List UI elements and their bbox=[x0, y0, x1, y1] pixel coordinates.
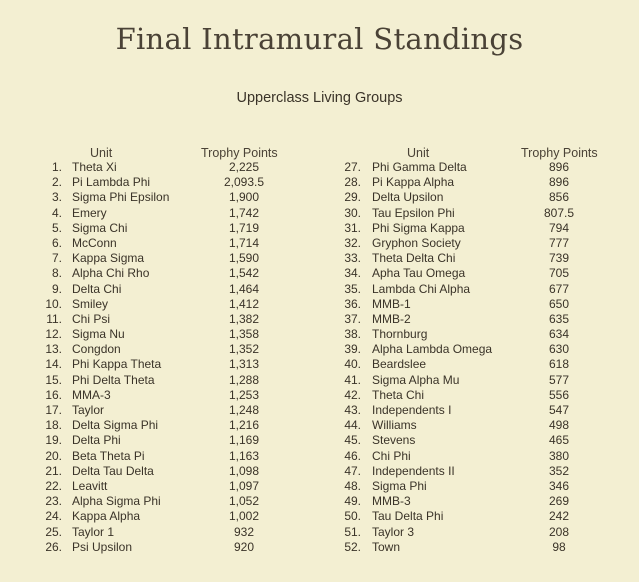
trophy-points: 1,382 bbox=[228, 311, 260, 326]
standings-row bbox=[335, 357, 625, 372]
column-header bbox=[36, 146, 306, 160]
unit-name: Williams bbox=[372, 418, 417, 433]
rank-number: 14. bbox=[45, 357, 62, 372]
standings-row bbox=[335, 525, 625, 540]
unit-name: Independents II bbox=[372, 463, 455, 478]
rank-number: 34. bbox=[344, 266, 361, 281]
rank-number: 8. bbox=[51, 266, 62, 281]
unit-name: Tau Epsilon Phi bbox=[372, 205, 455, 220]
rank-number: 11. bbox=[46, 311, 62, 326]
unit-name: Sigma Phi bbox=[372, 478, 427, 493]
standings-row bbox=[335, 540, 625, 555]
rank-number: 35. bbox=[344, 281, 361, 296]
rank-number: 52. bbox=[344, 539, 361, 554]
trophy-points: 1,248 bbox=[228, 403, 260, 417]
unit-name: MMB-3 bbox=[372, 494, 411, 509]
trophy-points: 794 bbox=[548, 220, 570, 235]
rank-number: 27. bbox=[344, 160, 361, 174]
unit-name: Delta Tau Delta bbox=[72, 463, 154, 478]
unit-name: Phi Sigma Kappa bbox=[372, 220, 465, 235]
rank-number: 13. bbox=[45, 342, 62, 357]
rank-number: 16. bbox=[45, 387, 62, 402]
unit-name: Phi Kappa Theta bbox=[72, 357, 162, 372]
unit-name: Smiley bbox=[72, 296, 109, 311]
trophy-points: 1,742 bbox=[228, 205, 260, 220]
standings-row bbox=[335, 297, 625, 312]
unit-name: Alpha Sigma Phi bbox=[72, 494, 161, 509]
rank-number: 19. bbox=[45, 433, 62, 448]
trophy-points: 498 bbox=[548, 418, 570, 433]
trophy-points: 777 bbox=[548, 235, 570, 250]
unit-name: Congdon bbox=[72, 342, 121, 357]
unit-header: Unit bbox=[90, 146, 113, 160]
trophy-points: 618 bbox=[548, 357, 570, 372]
trophy-points: 1,358 bbox=[228, 327, 260, 342]
rank-number: 37. bbox=[344, 311, 361, 326]
standings-row bbox=[335, 266, 625, 281]
column-header bbox=[335, 146, 625, 160]
rank-number: 28. bbox=[344, 175, 361, 190]
trophy-points: 1,352 bbox=[228, 342, 260, 357]
standings-row bbox=[36, 282, 306, 297]
unit-name: Delta Phi bbox=[72, 433, 121, 448]
standings-row bbox=[335, 449, 625, 464]
unit-name: Taylor 1 bbox=[72, 524, 115, 539]
unit-name: Emery bbox=[72, 205, 107, 220]
rank-number: 25. bbox=[45, 524, 62, 539]
trophy-points: 380 bbox=[548, 448, 570, 463]
rank-number: 46. bbox=[344, 448, 361, 463]
standings-row bbox=[36, 509, 306, 524]
standings-row bbox=[36, 312, 306, 327]
rank-number: 3. bbox=[51, 190, 62, 205]
rank-number: 50. bbox=[344, 509, 361, 524]
rank-number: 21. bbox=[45, 463, 62, 478]
standings-row bbox=[36, 251, 306, 266]
standings-row bbox=[36, 221, 306, 236]
rank-number: 24. bbox=[45, 509, 62, 524]
unit-name: MMB-1 bbox=[372, 296, 411, 311]
rank-number: 32. bbox=[344, 235, 361, 250]
trophy-points: 2,225 bbox=[228, 160, 260, 174]
rank-number: 51. bbox=[344, 524, 361, 539]
standings-row bbox=[36, 449, 306, 464]
rank-number: 18. bbox=[45, 418, 62, 433]
standings-row bbox=[36, 206, 306, 221]
points-header: Trophy Points bbox=[521, 146, 598, 160]
trophy-points: 630 bbox=[548, 342, 570, 357]
standings-row bbox=[335, 206, 625, 221]
trophy-points: 1,288 bbox=[228, 372, 260, 387]
unit-name: Delta Upsilon bbox=[372, 190, 444, 205]
standings-column-left bbox=[36, 146, 306, 555]
trophy-points: 208 bbox=[548, 524, 570, 539]
standings-row bbox=[36, 160, 306, 175]
standings-row bbox=[335, 236, 625, 251]
trophy-points: 2,093.5 bbox=[223, 175, 265, 190]
standings-row bbox=[335, 494, 625, 509]
rank-number: 22. bbox=[45, 478, 62, 493]
unit-name: MMA-3 bbox=[72, 387, 111, 402]
unit-name: Beta Theta Pi bbox=[72, 448, 145, 463]
trophy-points: 1,719 bbox=[228, 220, 260, 235]
unit-name: Kappa Alpha bbox=[72, 509, 141, 524]
standings-row bbox=[335, 403, 625, 418]
standings-row bbox=[335, 342, 625, 357]
trophy-points: 1,002 bbox=[228, 509, 260, 524]
standings-row bbox=[36, 403, 306, 418]
unit-name: Kappa Sigma bbox=[72, 251, 145, 266]
trophy-points: 1,464 bbox=[228, 281, 260, 296]
rank-number: 48. bbox=[344, 478, 361, 493]
standings-row bbox=[335, 509, 625, 524]
trophy-points: 1,216 bbox=[228, 418, 260, 433]
trophy-points: 547 bbox=[548, 403, 570, 417]
standings-row bbox=[36, 479, 306, 494]
trophy-points: 1,313 bbox=[228, 357, 260, 372]
unit-name: Lambda Chi Alpha bbox=[372, 281, 471, 296]
standings-row bbox=[36, 494, 306, 509]
trophy-points: 269 bbox=[548, 494, 570, 509]
rank-number: 33. bbox=[344, 251, 361, 266]
standings-row bbox=[36, 525, 306, 540]
trophy-points: 1,542 bbox=[228, 266, 260, 281]
rank-number: 15. bbox=[45, 372, 62, 387]
unit-name: Independents I bbox=[372, 403, 452, 417]
trophy-points: 739 bbox=[548, 251, 570, 266]
trophy-points: 577 bbox=[548, 372, 570, 387]
rank-number: 4. bbox=[51, 205, 62, 220]
rank-number: 42. bbox=[344, 387, 361, 402]
rank-number: 30. bbox=[344, 205, 361, 220]
trophy-points: 242 bbox=[548, 509, 570, 524]
standings-row bbox=[36, 357, 306, 372]
unit-name: Sigma Nu bbox=[72, 327, 125, 342]
trophy-points: 932 bbox=[233, 524, 255, 539]
standings-row bbox=[335, 221, 625, 236]
standings-row bbox=[36, 540, 306, 555]
trophy-points: 1,097 bbox=[228, 478, 260, 493]
unit-name: Stevens bbox=[372, 433, 416, 448]
trophy-points: 650 bbox=[548, 296, 570, 311]
trophy-points: 1,098 bbox=[228, 463, 260, 478]
rank-number: 31. bbox=[344, 220, 361, 235]
unit-name: Taylor bbox=[72, 403, 105, 417]
rank-number: 49. bbox=[344, 494, 361, 509]
unit-name: Chi Phi bbox=[372, 448, 411, 463]
trophy-points: 1,163 bbox=[228, 448, 260, 463]
rank-number: 44. bbox=[344, 418, 361, 433]
trophy-points: 1,052 bbox=[228, 494, 260, 509]
trophy-points: 677 bbox=[548, 281, 570, 296]
trophy-points: 1,714 bbox=[228, 235, 260, 250]
unit-name: Phi Delta Theta bbox=[72, 372, 155, 387]
unit-name: Alpha Chi Rho bbox=[72, 266, 150, 281]
unit-name: McConn bbox=[72, 235, 117, 250]
standings-row bbox=[36, 342, 306, 357]
standings-row bbox=[335, 282, 625, 297]
standings-row bbox=[335, 312, 625, 327]
unit-name: Taylor 3 bbox=[372, 524, 415, 539]
standings-row bbox=[36, 327, 306, 342]
standings-column-right bbox=[335, 146, 625, 555]
standings-row bbox=[335, 175, 625, 190]
standings-row bbox=[335, 479, 625, 494]
rank-number: 2. bbox=[51, 175, 62, 190]
rank-number: 40. bbox=[344, 357, 361, 372]
rank-number: 23. bbox=[45, 494, 62, 509]
trophy-points: 1,900 bbox=[228, 190, 260, 205]
trophy-points: 346 bbox=[548, 478, 570, 493]
unit-name: Chi Psi bbox=[72, 311, 111, 326]
unit-name: Psi Upsilon bbox=[72, 539, 133, 554]
unit-name: Phi Gamma Delta bbox=[372, 160, 467, 174]
rank-number: 38. bbox=[344, 327, 361, 342]
standings-row bbox=[335, 388, 625, 403]
rank-number: 10. bbox=[45, 296, 62, 311]
standings-row bbox=[36, 266, 306, 281]
trophy-points: 1,590 bbox=[228, 251, 260, 266]
unit-name: Tau Delta Phi bbox=[372, 509, 444, 524]
trophy-points: 98 bbox=[552, 539, 566, 554]
standings-row bbox=[335, 464, 625, 479]
standings-row bbox=[36, 190, 306, 205]
rank-number: 20. bbox=[45, 448, 62, 463]
unit-name: Leavitt bbox=[72, 478, 108, 493]
rank-number: 41. bbox=[344, 372, 361, 387]
page-title: Final Intramural Standings bbox=[115, 22, 524, 56]
rank-number: 36. bbox=[344, 296, 361, 311]
standings-row bbox=[335, 327, 625, 342]
rank-number: 29. bbox=[344, 190, 361, 205]
standings-row bbox=[36, 175, 306, 190]
trophy-points: 705 bbox=[548, 266, 570, 281]
standings-row bbox=[335, 160, 625, 175]
trophy-points: 634 bbox=[548, 327, 570, 342]
trophy-points: 896 bbox=[548, 175, 570, 190]
trophy-points: 352 bbox=[548, 463, 570, 478]
rank-number: 9. bbox=[51, 281, 62, 296]
trophy-points: 807.5 bbox=[543, 205, 575, 220]
standings-row bbox=[36, 373, 306, 388]
unit-name: Theta Chi bbox=[372, 387, 425, 402]
trophy-points: 465 bbox=[548, 433, 570, 448]
trophy-points: 1,412 bbox=[228, 296, 260, 311]
standings-row bbox=[335, 373, 625, 388]
unit-name: Sigma Chi bbox=[72, 220, 128, 235]
page-subtitle: Upperclass Living Groups bbox=[236, 90, 403, 106]
rank-number: 47. bbox=[344, 463, 361, 478]
standings-row bbox=[36, 388, 306, 403]
rank-number: 6. bbox=[51, 235, 62, 250]
unit-name: Pi Lambda Phi bbox=[72, 175, 151, 190]
unit-name: Gryphon Society bbox=[372, 235, 461, 250]
trophy-points: 1,253 bbox=[228, 387, 260, 402]
rank-number: 5. bbox=[51, 220, 62, 235]
rank-number: 12. bbox=[45, 327, 62, 342]
unit-name: Theta Delta Chi bbox=[372, 251, 456, 266]
trophy-points: 920 bbox=[233, 539, 255, 554]
standings-row bbox=[335, 251, 625, 266]
trophy-points: 856 bbox=[548, 190, 570, 205]
unit-name: Delta Sigma Phi bbox=[72, 418, 159, 433]
unit-name: Alpha Lambda Omega bbox=[372, 342, 493, 357]
unit-name: Sigma Phi Epsilon bbox=[72, 190, 170, 205]
trophy-points: 1,169 bbox=[228, 433, 260, 448]
standings-row bbox=[36, 433, 306, 448]
unit-name: MMB-2 bbox=[372, 311, 411, 326]
rank-number: 39. bbox=[344, 342, 361, 357]
trophy-points: 635 bbox=[548, 311, 570, 326]
rank-number: 43. bbox=[344, 403, 361, 417]
unit-name: Theta Xi bbox=[72, 160, 117, 174]
unit-name: Apha Tau Omega bbox=[372, 266, 466, 281]
rank-number: 1. bbox=[51, 160, 62, 174]
standings-row bbox=[36, 297, 306, 312]
rank-number: 45. bbox=[344, 433, 361, 448]
trophy-points: 556 bbox=[548, 387, 570, 402]
rank-number: 17. bbox=[45, 403, 62, 417]
unit-name: Beardslee bbox=[372, 357, 427, 372]
standings-row bbox=[335, 190, 625, 205]
standings-row bbox=[335, 433, 625, 448]
unit-name: Town bbox=[372, 539, 401, 554]
unit-header: Unit bbox=[407, 146, 430, 160]
rank-number: 7. bbox=[51, 251, 62, 266]
standings-row bbox=[335, 418, 625, 433]
unit-name: Thornburg bbox=[372, 327, 428, 342]
points-header: Trophy Points bbox=[201, 146, 278, 160]
standings-row bbox=[36, 464, 306, 479]
standings-row bbox=[36, 236, 306, 251]
unit-name: Pi Kappa Alpha bbox=[372, 175, 455, 190]
trophy-points: 896 bbox=[548, 160, 570, 174]
standings-row bbox=[36, 418, 306, 433]
unit-name: Delta Chi bbox=[72, 281, 122, 296]
unit-name: Sigma Alpha Mu bbox=[372, 372, 460, 387]
rank-number: 26. bbox=[45, 539, 62, 554]
